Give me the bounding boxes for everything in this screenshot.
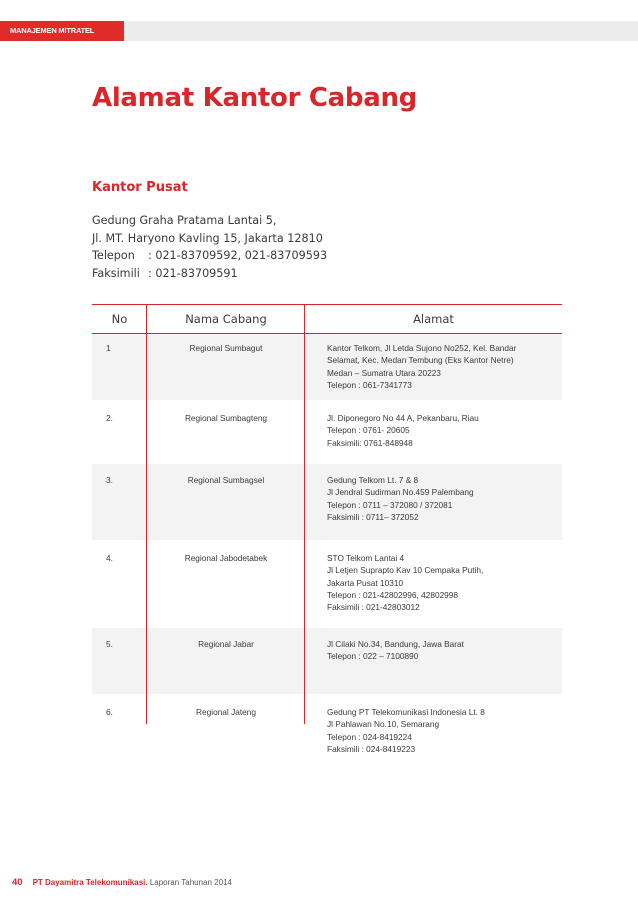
row-number: 3. <box>106 475 113 485</box>
address-line: Faksimili : 021-42803012 <box>327 602 420 613</box>
address-line: Telepon : 0711 – 372080 / 372081 <box>327 499 453 510</box>
address-line: Jl Cilaki No.34, Bandung, Jawa Barat <box>327 639 464 649</box>
table-header <box>92 304 562 334</box>
branch-name: Regional Sumbagut <box>189 343 263 353</box>
page-title: Alamat Kantor Cabang <box>92 83 417 113</box>
row-number: 5. <box>106 639 113 649</box>
address-line: Telepon : 024-8419224 <box>327 731 412 742</box>
col-header-address: Alamat <box>413 312 454 326</box>
address-line: Jl. Diponegoro No 44 A, Pekanbaru, Riau <box>327 413 479 423</box>
address-line: Telepon : 021-42802996, 42802998 <box>327 589 459 600</box>
row-number: 6. <box>106 707 113 717</box>
hq-fax <box>92 265 327 283</box>
row-number: 1 <box>106 343 111 353</box>
hq-phone-label: Telepon <box>92 249 135 262</box>
address-line: Gedung PT Telekomunikasi Indonesia Lt. 8 <box>327 707 485 717</box>
col-header-name: Nama Cabang <box>185 312 267 326</box>
hq-title: Kantor Pusat <box>92 180 188 195</box>
address-line: Medan – Sumatra Utara 20223 <box>327 367 441 378</box>
address-line: Jl Letjen Suprapto Kav 10 Cempaka Putih, <box>327 565 484 576</box>
address-line: Faksimili : 024-8419223 <box>327 743 416 754</box>
branch-table <box>92 304 562 760</box>
address-line: Telepon : 061-7341773 <box>327 379 412 390</box>
address-line: Jl Pahlawan No.10, Semarang <box>327 719 440 730</box>
page-number: 40 <box>12 877 23 888</box>
address-line: STO Telkom Lantai 4 <box>327 553 405 563</box>
address-line: Kantor Telkom, Jl Letda Sujono No252, Kel. Bandar <box>327 343 517 353</box>
branch-name: Regional Jabar <box>198 639 254 649</box>
hq-phone-value: : 021-83709592, 021-83709593 <box>148 249 328 262</box>
branch-address <box>327 706 485 755</box>
row-number: 4. <box>106 553 113 563</box>
address-line: Gedung Telkom Lt. 7 & 8 <box>327 475 419 485</box>
branch-name: Regional Jateng <box>196 707 256 717</box>
address-line: Telepon : 0761- 20605 <box>327 425 410 436</box>
col-header-no: No <box>111 312 128 326</box>
address-line: Selamat, Kec. Medan Tembung (Eks Kantor Netre) <box>327 355 514 366</box>
address-line: Jl Jendral Sudirman No.459 Palembang <box>327 487 474 498</box>
branch-name: Regional Sumbagteng <box>184 413 268 423</box>
hq-address-line: Gedung Graha Pratama Lantai 5, <box>92 214 277 227</box>
hq-fax-label: Faksimili <box>92 266 140 280</box>
section-tag: MANAJEMEN MITRATEL <box>0 21 124 41</box>
footer-company: PT Dayamitra Telekomunikasi. <box>32 878 148 887</box>
row-number: 2. <box>106 413 113 423</box>
branch-address <box>327 638 464 663</box>
branch-name: Regional Jabodetabek <box>184 553 268 563</box>
column-divider <box>146 304 147 724</box>
hq-phone <box>92 247 327 265</box>
hq-fax-value: : 021-83709591 <box>148 266 238 280</box>
branch-address <box>327 552 483 613</box>
footer-report: Laporan Tahunan 2014 <box>147 878 232 887</box>
address-line: Faksimili: 0761-848948 <box>327 437 413 448</box>
hq-address-line: Jl. MT. Haryono Kavling 15, Jakarta 12810 <box>92 231 323 245</box>
address-line: Telepon : 022 – 7100890 <box>327 651 419 662</box>
column-divider <box>304 304 305 724</box>
address-line: Faksimili : 0711– 372052 <box>327 511 419 522</box>
branch-name: Regional Sumbagsel <box>187 475 265 485</box>
branch-address <box>327 412 479 449</box>
hq-address-block <box>92 212 327 282</box>
page-footer <box>12 877 232 888</box>
branch-address <box>327 342 516 391</box>
branch-address <box>327 474 474 523</box>
address-line: Jakarta Pusat 10310 <box>327 577 404 588</box>
